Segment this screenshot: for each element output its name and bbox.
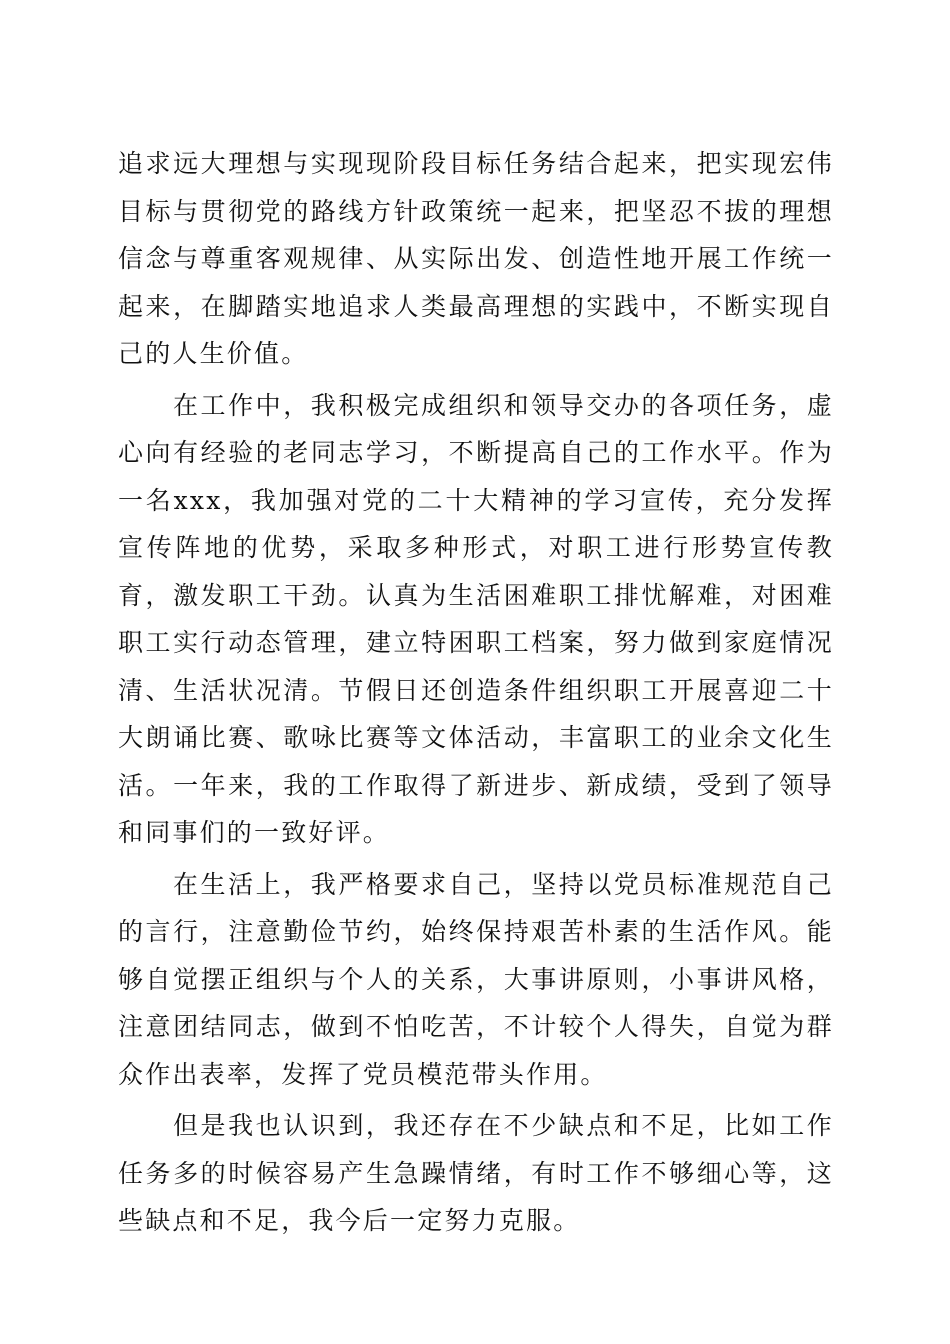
paragraph-continuation: 追求远大理想与实现现阶段目标任务结合起来，把实现宏伟目标与贯彻党的路线方针政策统一起来，把坚忍不拔的理想信念与尊重客观规律、从实际出发、创造性地开展工作统一起来，在脚踏实地追求人类最高理想的实践中，不断实现自己的人生价值。 (118, 149, 834, 368)
document-page (118, 140, 834, 1245)
paragraph-work: 在工作中，我积极完成组织和领导交办的各项任务，虚心向有经验的老同志学习，不断提高自己的工作水平。作为一名xxx，我加强对党的二十大精神的学习宣传，充分发挥宣传阵地的优势，采取多种形式，对职工进行形势宣传教育，激发职工干劲。认真为生活困难职工排忧解难，对困难职工实行动态管理，建立特困职工档案，努力做到家庭情况清、生活状况清。节假日还创造条件组织职工开展喜迎二十大朗诵比赛、歌咏比赛等文体活动，丰富职工的业余文化生活。一年来，我的工作取得了新进步、新成绩，受到了领导和同事们的一致好评。 (118, 390, 834, 847)
paragraph-life: 在生活上，我严格要求自己，坚持以党员标准规范自己的言行，注意勤俭节约，始终保持艰苦朴素的生活作风。能够自觉摆正组织与个人的关系，大事讲原则，小事讲风格，注意团结同志，做到不怕吃苦，不计较个人得失，自觉为群众作出表率，发挥了党员模范带头作用。 (118, 869, 834, 1089)
paragraph-shortcomings: 但是我也认识到，我还存在不少缺点和不足，比如工作任务多的时候容易产生急躁情绪，有时工作不够细心等，这些缺点和不足，我今后一定努力克服。 (118, 1111, 834, 1235)
